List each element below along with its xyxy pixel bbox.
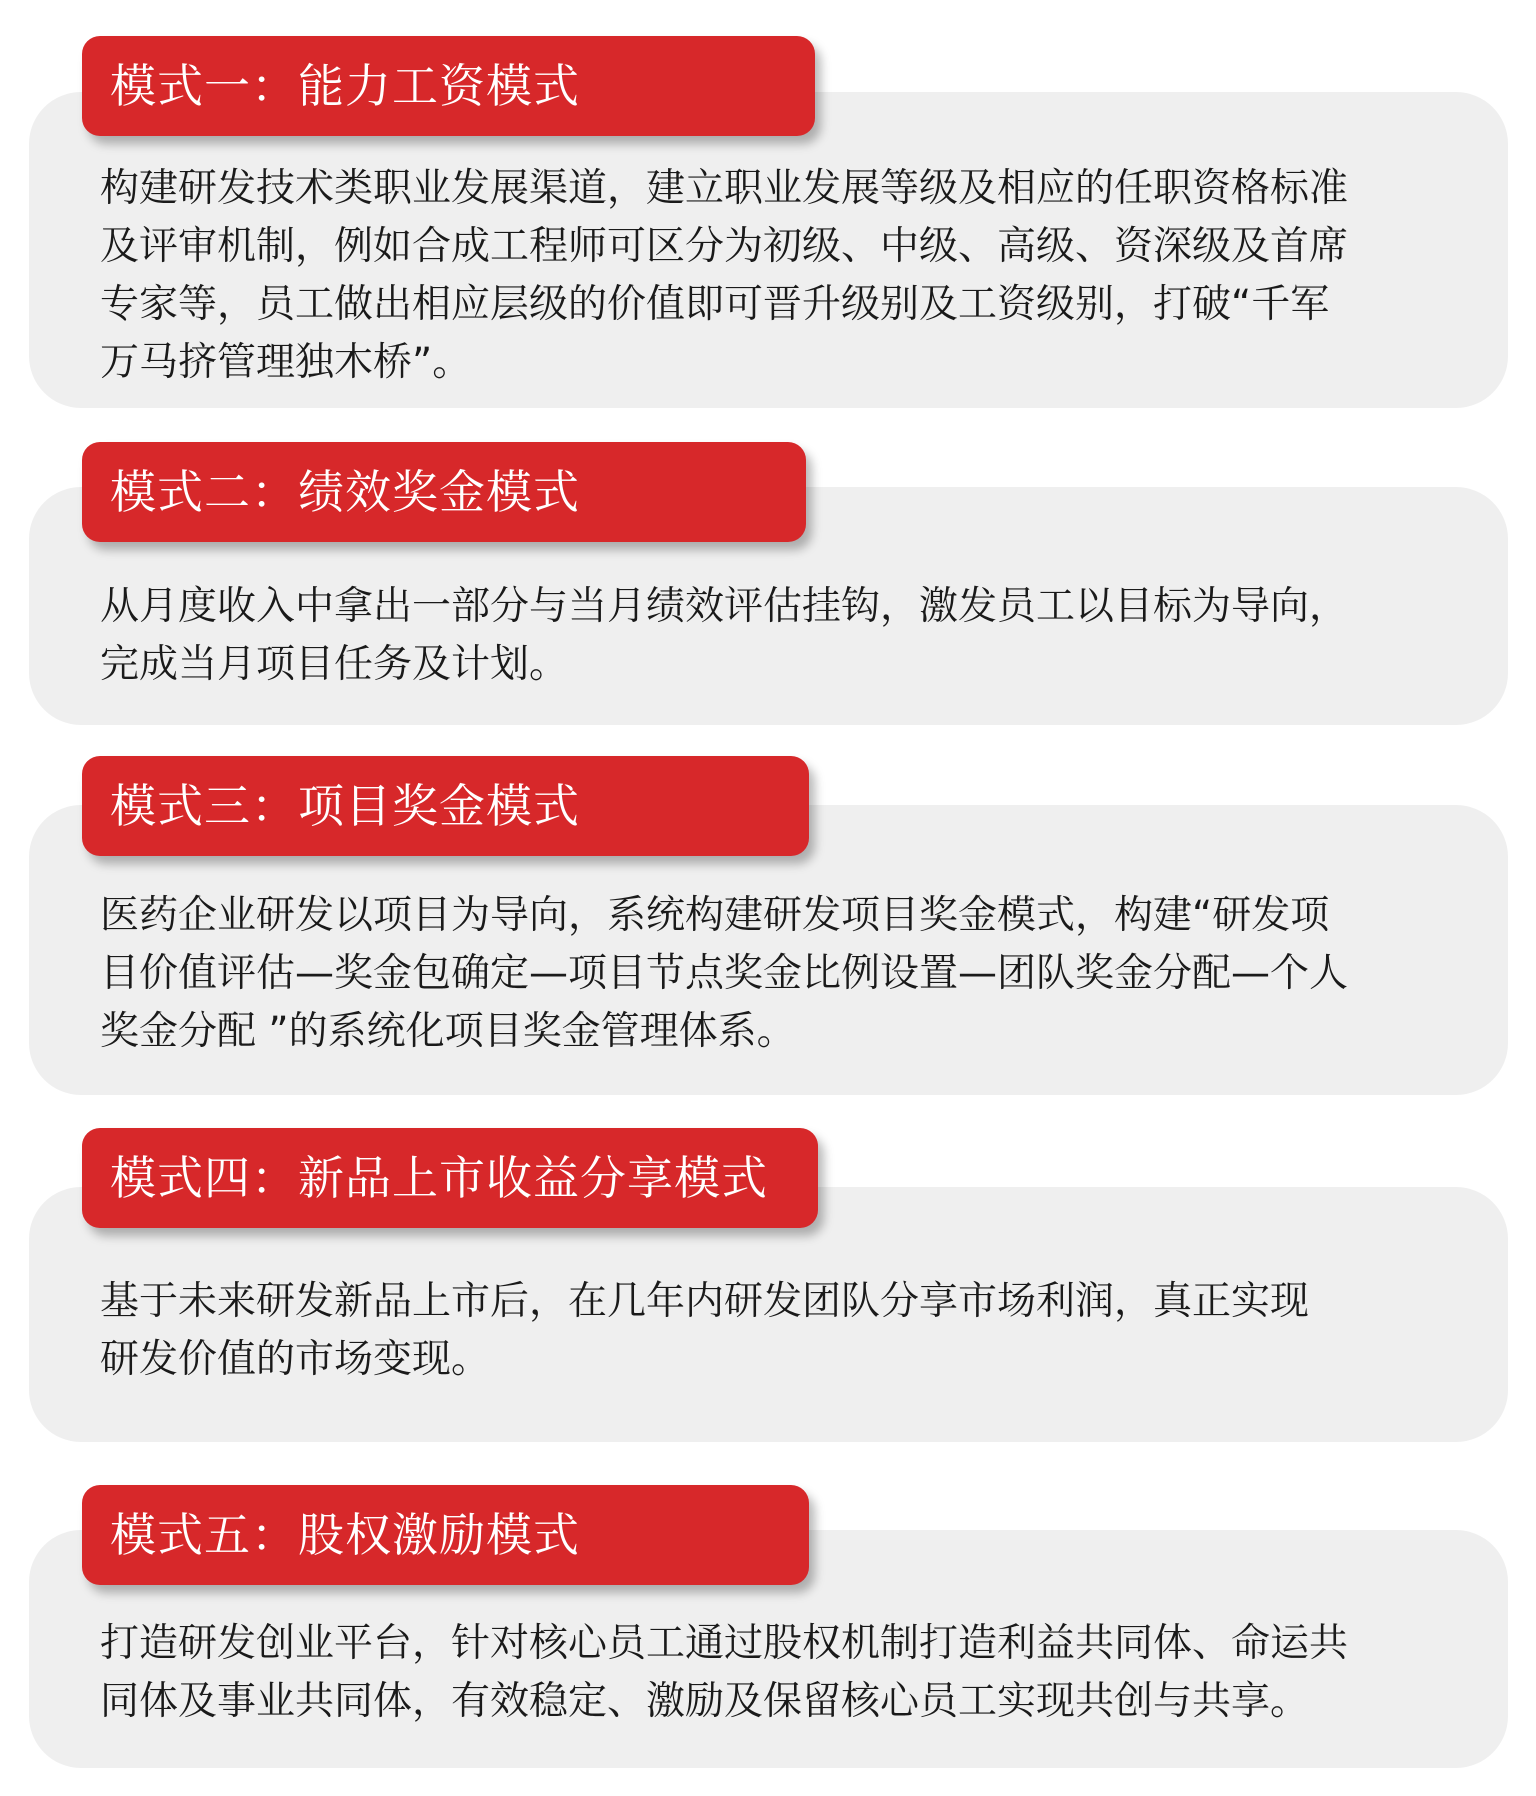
description-line: 研发价值的市场变现。 bbox=[100, 1337, 491, 1382]
description-line: 基于未来研发新品上市后，在几年内研发团队分享市场利润，真正实现 bbox=[100, 1279, 1310, 1324]
description-line: 专家等，员工做出相应层级的价值即可晋升级别及工资级别，打破“千军 bbox=[100, 282, 1330, 327]
description-line: 从月度收入中拿出一部分与当月绩效评估挂钩，激发员工以目标为导向， bbox=[100, 584, 1349, 629]
mode-title-5: 模式五：股权激励模式 bbox=[82, 1485, 809, 1585]
description-line: 目价值评估—奖金包确定—项目节点奖金比例设置—团队奖金分配—个人 bbox=[100, 951, 1349, 996]
mode-title-1: 模式一：能力工资模式 bbox=[82, 36, 815, 136]
mode-description-3 bbox=[100, 887, 1510, 1061]
mode-description-2 bbox=[100, 578, 1510, 694]
description-line: 奖金分配 ”的系统化项目奖金管理体系。 bbox=[100, 1009, 796, 1054]
description-line: 及评审机制，例如合成工程师可区分为初级、中级、高级、资深级及首席 bbox=[100, 224, 1349, 269]
mode-description-4 bbox=[100, 1273, 1510, 1389]
mode-title-3: 模式三：项目奖金模式 bbox=[82, 756, 809, 856]
description-line: 完成当月项目任务及计划。 bbox=[100, 642, 569, 687]
description-line: 万马挤管理独木桥”。 bbox=[100, 340, 472, 385]
mode-title-4: 模式四：新品上市收益分享模式 bbox=[82, 1128, 818, 1228]
description-line: 构建研发技术类职业发展渠道，建立职业发展等级及相应的任职资格标准 bbox=[100, 166, 1349, 211]
description-line: 打造研发创业平台，针对核心员工通过股权机制打造利益共同体、命运共 bbox=[100, 1621, 1349, 1666]
mode-description-1 bbox=[100, 160, 1510, 392]
mode-title-2: 模式二：绩效奖金模式 bbox=[82, 442, 806, 542]
description-line: 同体及事业共同体，有效稳定、激励及保留核心员工实现共创与共享。 bbox=[100, 1679, 1310, 1724]
mode-description-5 bbox=[100, 1615, 1510, 1731]
description-line: 医药企业研发以项目为导向，系统构建研发项目奖金模式，构建“研发项 bbox=[100, 893, 1330, 938]
